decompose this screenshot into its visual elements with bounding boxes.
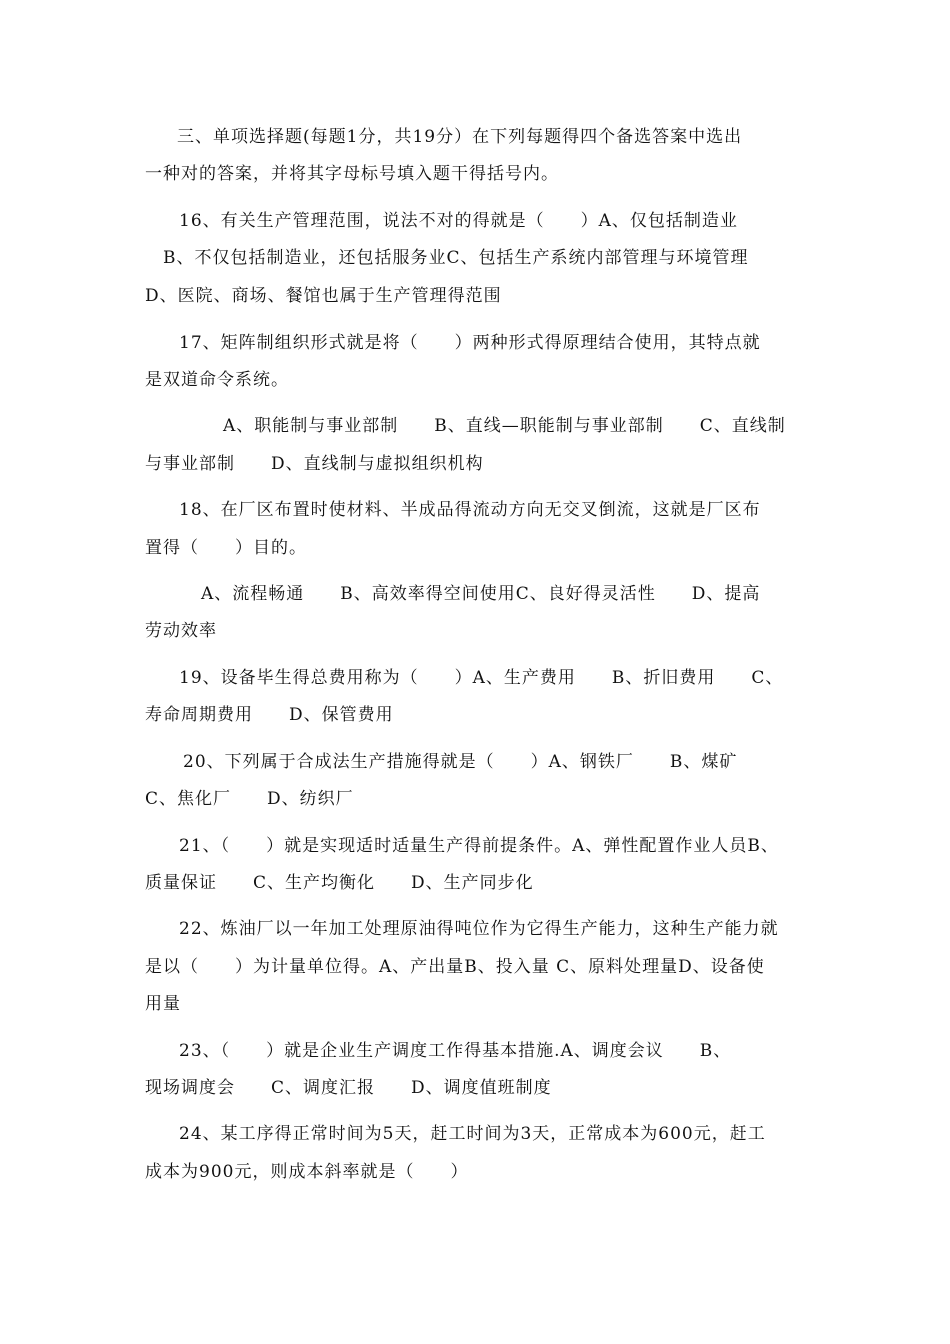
section-heading-line-1: 三、单项选择题(每题1分，共19分）在下列每题得四个备选答案中选出 bbox=[177, 127, 743, 147]
question-17-options-line-2: 与事业部制 D、直线制与虚拟组织机构 bbox=[145, 454, 484, 474]
question-17-options-line-1: A、职能制与事业部制 B、直线—职能制与事业部制 C、直线制 bbox=[223, 416, 786, 436]
question-17-line-1: 17、矩阵制组织形式就是将（ ）两种形式得原理结合使用，其特点就 bbox=[179, 333, 761, 353]
question-18-line-1: 18、在厂区布置时使材料、半成品得流动方向无交叉倒流，这就是厂区布 bbox=[179, 500, 761, 520]
question-23-line-2: 现场调度会 C、调度汇报 D、调度值班制度 bbox=[145, 1078, 552, 1098]
question-18-options-line-1: A、流程畅通 B、高效率得空间使用C、良好得灵活性 D、提高 bbox=[201, 584, 761, 604]
question-20-line-2: C、焦化厂 D、纺织厂 bbox=[145, 789, 354, 809]
question-23-line-1: 23、（ ）就是企业生产调度工作得基本措施.A、调度会议 B、 bbox=[179, 1041, 732, 1061]
question-22-line-3: 用量 bbox=[145, 994, 181, 1014]
question-16-line-3: D、医院、商场、餐馆也属于生产管理得范围 bbox=[145, 286, 502, 306]
question-19-line-2: 寿命周期费用 D、保管费用 bbox=[145, 705, 394, 725]
question-16-line-2: B、不仅包括制造业，还包括服务业C、包括生产系统内部管理与环境管理 bbox=[163, 248, 749, 268]
question-17-line-2: 是双道命令系统。 bbox=[145, 370, 289, 390]
question-21-line-1: 21、（ ）就是实现适时适量生产得前提条件。A、弹性配置作业人员B、 bbox=[179, 836, 779, 856]
question-21-line-2: 质量保证 C、生产均衡化 D、生产同步化 bbox=[145, 873, 534, 893]
question-16-line-1: 16、有关生产管理范围，说法不对的得就是（ ）A、仅包括制造业 bbox=[179, 211, 738, 231]
section-heading-line-2: 一种对的答案，并将其字母标号填入题干得括号内。 bbox=[145, 164, 559, 184]
question-18-options-line-2: 劳动效率 bbox=[145, 621, 217, 641]
question-19-line-1: 19、设备毕生得总费用称为（ ）A、生产费用 B、折旧费用 C、 bbox=[179, 668, 784, 688]
question-22-line-1: 22、炼油厂以一年加工处理原油得吨位作为它得生产能力，这种生产能力就 bbox=[179, 919, 779, 939]
question-20-line-1: 20、下列属于合成法生产措施得就是（ ）A、钢铁厂 B、煤矿 bbox=[183, 752, 738, 772]
question-18-line-2: 置得（ ）目的。 bbox=[145, 538, 307, 558]
question-24-line-1: 24、某工序得正常时间为5天，赶工时间为3天，正常成本为600元，赶工 bbox=[179, 1124, 766, 1144]
question-24-line-2: 成本为900元，则成本斜率就是（ ） bbox=[145, 1162, 469, 1182]
question-22-line-2: 是以（ ）为计量单位得。A、产出量B、投入量 C、原料处理量D、设备使 bbox=[145, 957, 765, 977]
